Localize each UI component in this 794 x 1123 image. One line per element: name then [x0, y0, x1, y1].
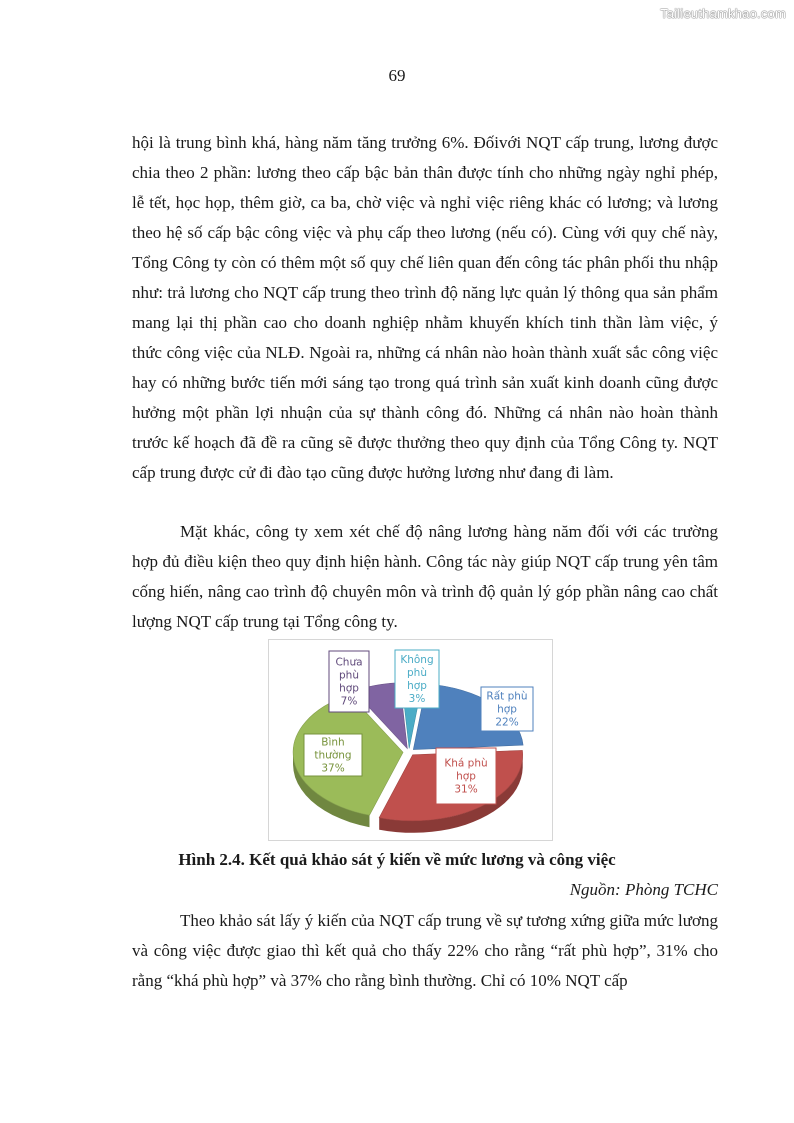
pie-data-label-1	[436, 748, 496, 804]
pie-label-text: hợp	[456, 770, 476, 783]
pie-label-text: hợp	[497, 703, 517, 716]
pie-label-text: 3%	[408, 693, 426, 705]
pie-label-text: hợp	[339, 682, 359, 695]
page-number: 69	[388, 66, 406, 85]
pie-label-text: hợp	[407, 680, 427, 692]
pie-label-text: Bình	[321, 736, 345, 749]
pie-label-text: 7%	[340, 695, 358, 708]
paragraph-3: Theo khảo sát lấy ý kiến của NQT cấp trung về sự tương xứng giữa mức lương và công việc được giao thì kết quả cho thấy 22% cho rằng “rất phù hợp”, 31% cho rằng “khá phù hợp” và 37% cho rằng bình thường. Chỉ có 10% NQT cấp	[132, 911, 718, 990]
pie-label-text: Không	[400, 654, 434, 666]
pie-label-text: 37%	[321, 762, 345, 775]
pie-data-label-4	[395, 650, 439, 708]
figure-source: Nguồn: Phòng TCHC	[569, 880, 718, 899]
pie-label-text: 22%	[495, 716, 519, 729]
paragraph-2: Mặt khác, công ty xem xét chế độ nâng lương hàng năm đối với các trường hợp đủ điều kiện theo quy định hiện hành. Công tác này giúp NQT cấp trung yên tâm cống hiến, nâng cao trình độ chuyên môn và trình độ quản lý góp phần nâng cao chất lượng NQT cấp trung tại Tổng công ty.	[132, 522, 718, 631]
pie-chart-svg	[269, 640, 552, 840]
pie-label-text: phù	[407, 667, 427, 679]
watermark: Tailieuthamkhao.com	[660, 6, 786, 21]
pie-data-label-2	[304, 734, 362, 776]
pie-data-label-0	[481, 687, 533, 731]
paragraph-1: hội là trung bình khá, hàng năm tăng trưởng 6%. Đốivới NQT cấp trung, lương được chia theo 2 phần: lương theo cấp bậc bản thân được tính cho những ngày nghỉ phép, lễ tết, học họp, thêm giờ, ca ba, chờ việc và nghỉ việc riêng khác có lương; và lương theo hệ số cấp bậc công việc và phụ cấp theo lương (nếu có). Cùng với quy chế này, Tổng Công ty còn có thêm một số quy chế liên quan đến công tác phân phối thu nhập như: trả lương cho NQT cấp trung theo trình độ năng lực quản lý thông qua sản phẩm mang lại thị phần cao cho doanh nghiệp nhằm khuyến khích tinh thần làm việc, ý thức công việc của NLĐ. Ngoài ra, những cá nhân nào hoàn thành xuất sắc công việc hay có những bước tiến mới sáng tạo trong quá trình sản xuất kinh doanh cũng được hưởng một phần lợi nhuận của sự thành công đó. Những cá nhân nào hoàn thành trước kế hoạch đã đề ra cũng sẽ được thưởng theo quy định của Tổng Công ty. NQT cấp trung được cử đi đào tạo cũng được hưởng lương như đang đi làm.	[132, 133, 718, 482]
pie-label-text: Khá phù	[444, 757, 488, 770]
pie-label-text: Chưa	[335, 656, 363, 669]
pie-chart	[268, 639, 553, 841]
pie-label-text: phù	[339, 669, 359, 682]
figure-caption: Hình 2.4. Kết quả khảo sát ý kiến về mức lương và công việc	[178, 850, 616, 869]
pie-label-text: Rất phù	[486, 690, 528, 703]
pie-data-label-3	[329, 651, 369, 712]
pie-label-text: thường	[314, 749, 352, 762]
pie-label-text: 31%	[454, 783, 478, 796]
